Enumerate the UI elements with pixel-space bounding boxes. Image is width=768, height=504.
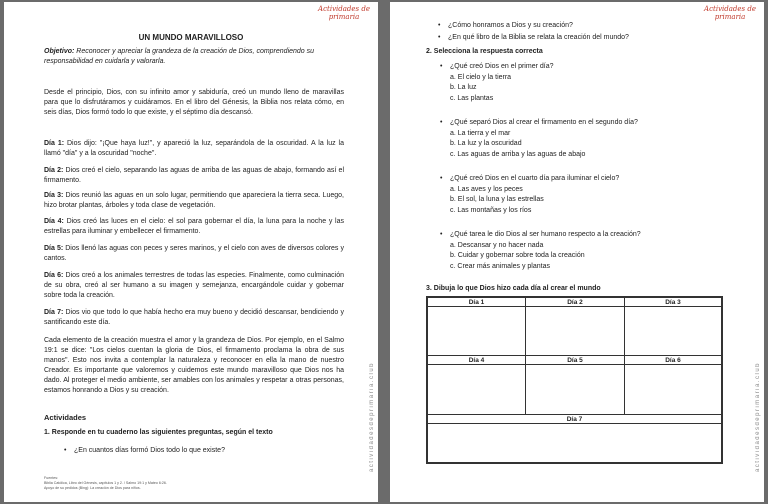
mcq-question: • ¿Qué creó Dios en el cuarto día para iluminar el cielo? bbox=[450, 174, 619, 183]
question-1-item: • ¿En cuantos días formó Dios todo lo que existe? bbox=[74, 446, 225, 455]
worksheet-page-2 bbox=[390, 2, 764, 502]
drawing-grid bbox=[426, 296, 723, 464]
drawing-cell-day-4[interactable] bbox=[427, 355, 526, 415]
objective-label: Objetivo: bbox=[44, 48, 75, 55]
side-watermark: actividadesdeprimaria.club bbox=[369, 361, 375, 472]
question-1-item: • ¿Cómo honramos a Dios y su creación? bbox=[448, 21, 573, 30]
drawing-cell-day-5[interactable] bbox=[525, 355, 625, 415]
mcq-option: b. El sol, la luna y las estrellas bbox=[450, 196, 544, 203]
activities-heading: Actividades bbox=[44, 413, 87, 422]
day-6-paragraph: Día 6: Dios creó a los animales terrestres de todas las especies. Finalmente, como culminación de su obra, creó al ser humano a su imagen y semejanza, encargándole cuidar y gobernar sobre toda la creación. bbox=[44, 272, 345, 299]
mcq-option: c. Las plantas bbox=[450, 95, 494, 102]
mcq-option: a. El cielo y la tierra bbox=[450, 74, 512, 81]
day-5-paragraph: Día 5: Dios llenó las aguas con peces y seres marinos, y el cielo con aves de diversos colores y cantos. bbox=[44, 245, 345, 262]
cell-label: Día 4 bbox=[428, 356, 525, 365]
drawing-cell-day-7[interactable] bbox=[427, 414, 722, 463]
intro-paragraph: Desde el principio, Dios, con su infinito amor y sabiduría, creó un mundo lleno de maravillas para que lo disfrutáramos y cuidáramos. En el libro del Génesis, la Biblia nos relata cómo, en seis días, Dios formó todo lo que existe, y el séptimo día descansó. bbox=[44, 89, 344, 116]
cell-label: Día 7 bbox=[428, 415, 721, 424]
objective bbox=[44, 47, 344, 67]
drawing-cell-day-1[interactable] bbox=[427, 297, 526, 356]
mcq-option: c. Las montañas y los ríos bbox=[450, 207, 532, 214]
mcq-option: a. Descansar y no hacer nada bbox=[450, 242, 544, 249]
day-4-paragraph: Día 4: Dios creó las luces en el cielo: el sol para gobernar el día, la luna para la noche y las estrellas para iluminar y embellecer el firmamento. bbox=[44, 218, 344, 235]
mcq-question: • ¿Qué separó Dios al crear el firmamento en el segundo día? bbox=[450, 118, 638, 127]
question-1-heading: 1. Responde en tu cuaderno las siguientes preguntas, según el texto bbox=[44, 429, 273, 436]
closing-paragraph: Cada elemento de la creación muestra el amor y la grandeza de Dios. Por ejemplo, en el Salmo 19:1 se dice: "Los cielos cuentan la gloria de Dios, el firmamento proclama la obra de sus manos". Esto nos invita a contemplar la naturaleza y reconocer en ella la mano de nuestro Creador. Es importante que valoremos y cuidemos este mundo maravilloso que Dios nos ha dado. Al proteger el medio ambiente, ser amables con los animales y respetar a otras personas, estamos honrando a Dios y su creación. bbox=[44, 337, 344, 394]
question-1-item: • ¿En qué libro de la Biblia se relata la creación del mundo? bbox=[448, 33, 629, 42]
mcq-option: b. Cuidar y gobernar sobre toda la creación bbox=[450, 252, 585, 259]
cell-label: Día 2 bbox=[526, 298, 624, 307]
question-3-heading: 3. Dibuja lo que Dios hizo cada día al crear el mundo bbox=[426, 285, 601, 292]
day-2-paragraph: Día 2: Dios creó el cielo, separando las aguas de arriba de las aguas de abajo, formando así el firmamento. bbox=[44, 167, 345, 184]
day-3-paragraph: Día 3: Dios reunió las aguas en un solo lugar, permitiendo que apareciera la tierra seca. Luego, hizo brotar plantas, árboles y toda clase de vegetación. bbox=[44, 192, 345, 209]
cell-label: Día 3 bbox=[625, 298, 721, 307]
day-7-paragraph: Día 7: Dios vio que todo lo que había hecho era muy bueno y decidió descansar, bendiciendo y santificando este día. bbox=[44, 309, 344, 326]
cell-label: Día 6 bbox=[625, 356, 721, 365]
side-watermark: actividadesdeprimaria.club bbox=[755, 361, 761, 472]
day-1-paragraph: Día 1: Dios dijo: "¡Que haya luz!", y apareció la luz, separándola de la oscuridad. A la luz la llamó "día" y a la oscuridad "noche". bbox=[44, 140, 344, 157]
mcq-question: • ¿Qué tarea le dio Dios al ser humano respecto a la creación? bbox=[450, 230, 641, 239]
mcq-option: b. La luz bbox=[450, 84, 477, 91]
mcq-question: • ¿Qué creó Dios en el primer día? bbox=[450, 62, 554, 71]
brand-logo: Actividades de primaria bbox=[318, 5, 370, 21]
drawing-cell-day-6[interactable] bbox=[624, 355, 722, 415]
drawing-cell-day-2[interactable] bbox=[525, 297, 625, 356]
cell-label: Día 5 bbox=[526, 356, 624, 365]
question-2-heading: 2. Selecciona la respuesta correcta bbox=[426, 48, 543, 55]
mcq-option: c. Las aguas de arriba y las aguas de abajo bbox=[450, 151, 586, 158]
drawing-cell-day-3[interactable] bbox=[624, 297, 722, 356]
brand-logo: Actividades de primaria bbox=[704, 5, 756, 21]
mcq-option: a. La tierra y el mar bbox=[450, 130, 511, 137]
mcq-option: b. La luz y la oscuridad bbox=[450, 140, 522, 147]
cell-label: Día 1 bbox=[428, 298, 525, 307]
worksheet-page-1 bbox=[4, 2, 378, 502]
mcq-option: c. Crear más animales y plantas bbox=[450, 263, 550, 270]
page-title: UN MUNDO MARAVILLOSO bbox=[138, 33, 244, 42]
mcq-option: a. Las aves y los peces bbox=[450, 186, 523, 193]
sources-note: Fuentes: Biblia Católica, Libro del Génesis, capítulos 1 y 2. / Salmo 19:1 y Mateo 6:26. Apoyo de su pedidos (Bing): La creación de Dios para niños. bbox=[44, 476, 167, 490]
objective-text: Reconocer y apreciar la grandeza de la creación de Dios, comprendiendo su responsabilidad en cuidarla y valorarla. bbox=[44, 48, 315, 65]
